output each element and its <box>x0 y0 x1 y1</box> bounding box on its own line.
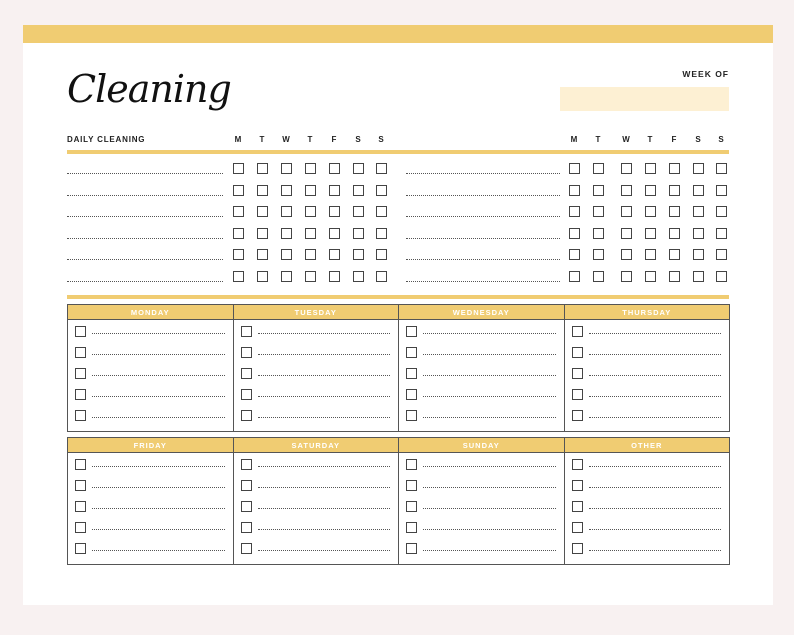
task-checkbox[interactable] <box>406 501 417 512</box>
daily-checkbox[interactable] <box>693 185 704 196</box>
task-row <box>234 453 399 474</box>
day-column-thursday <box>565 305 730 431</box>
task-line[interactable] <box>92 487 225 488</box>
day-column-sunday <box>399 438 565 564</box>
daily-checkbox[interactable] <box>281 271 292 282</box>
daily-checkbox[interactable] <box>569 228 580 239</box>
daily-checkbox[interactable] <box>645 206 656 217</box>
task-line[interactable] <box>423 417 556 418</box>
day-header-right-6: S <box>718 135 724 144</box>
task-checkbox[interactable] <box>75 459 86 470</box>
top-accent-bar <box>23 25 773 43</box>
daily-task-line[interactable] <box>67 216 223 217</box>
daily-checkbox[interactable] <box>305 185 316 196</box>
task-checkbox[interactable] <box>406 368 417 379</box>
daily-checkbox[interactable] <box>305 271 316 282</box>
task-checkbox[interactable] <box>75 480 86 491</box>
task-line[interactable] <box>92 333 225 334</box>
daily-checkbox[interactable] <box>329 271 340 282</box>
task-checkbox[interactable] <box>572 347 583 358</box>
day-header-right-5: S <box>695 135 701 144</box>
task-line[interactable] <box>423 508 556 509</box>
daily-checkbox[interactable] <box>257 206 268 217</box>
daily-checkbox[interactable] <box>329 206 340 217</box>
task-checkbox[interactable] <box>572 410 583 421</box>
task-checkbox[interactable] <box>241 459 252 470</box>
task-checkbox[interactable] <box>572 326 583 337</box>
daily-task-line[interactable] <box>406 238 560 239</box>
task-line[interactable] <box>258 550 391 551</box>
daily-checkbox[interactable] <box>353 163 364 174</box>
day-column-header: TUESDAY <box>234 305 399 320</box>
day-column-header: FRIDAY <box>68 438 233 453</box>
task-row <box>68 474 233 495</box>
task-checkbox[interactable] <box>406 389 417 400</box>
daily-checkbox[interactable] <box>569 249 580 260</box>
daily-checkbox[interactable] <box>257 163 268 174</box>
daily-checkbox[interactable] <box>353 249 364 260</box>
planner-page <box>23 25 773 605</box>
daily-checkbox[interactable] <box>376 249 387 260</box>
daily-checkbox[interactable] <box>621 271 632 282</box>
task-line[interactable] <box>589 529 722 530</box>
daily-checkbox[interactable] <box>693 249 704 260</box>
daily-checkbox[interactable] <box>376 163 387 174</box>
daily-checkbox[interactable] <box>621 249 632 260</box>
task-row <box>399 453 564 474</box>
task-checkbox[interactable] <box>406 480 417 491</box>
task-line[interactable] <box>589 354 722 355</box>
day-column-wednesday <box>399 305 565 431</box>
daily-checkbox[interactable] <box>645 249 656 260</box>
task-checkbox[interactable] <box>572 522 583 533</box>
day-column-header: MONDAY <box>68 305 233 320</box>
day-header-right-4: F <box>671 135 677 144</box>
page-title: Cleaning <box>67 67 231 111</box>
daily-checkbox[interactable] <box>569 163 580 174</box>
task-row <box>234 404 399 425</box>
task-line[interactable] <box>258 529 391 530</box>
daily-checkbox[interactable] <box>621 206 632 217</box>
day-column-header: SUNDAY <box>399 438 564 453</box>
day-column-header: WEDNESDAY <box>399 305 564 320</box>
task-checkbox[interactable] <box>241 522 252 533</box>
daily-checkbox[interactable] <box>353 185 364 196</box>
task-line[interactable] <box>423 333 556 334</box>
task-row <box>565 362 730 383</box>
task-checkbox[interactable] <box>406 459 417 470</box>
task-checkbox[interactable] <box>75 326 86 337</box>
daily-task-line[interactable] <box>67 238 223 239</box>
daily-checkbox[interactable] <box>593 163 604 174</box>
task-checkbox[interactable] <box>241 368 252 379</box>
day-header-left-0: M <box>234 135 242 144</box>
task-checkbox[interactable] <box>75 522 86 533</box>
daily-checkbox[interactable] <box>693 206 704 217</box>
daily-checkbox[interactable] <box>233 206 244 217</box>
daily-checkbox[interactable] <box>593 206 604 217</box>
task-row <box>565 383 730 404</box>
daily-task-line[interactable] <box>67 195 223 196</box>
daily-checkbox[interactable] <box>329 249 340 260</box>
daily-checkbox[interactable] <box>281 163 292 174</box>
daily-checkbox[interactable] <box>305 206 316 217</box>
task-line[interactable] <box>92 550 225 551</box>
day-header-left-6: S <box>378 135 384 144</box>
daily-checkbox[interactable] <box>669 185 680 196</box>
task-line[interactable] <box>258 354 391 355</box>
daily-checkbox[interactable] <box>669 271 680 282</box>
daily-checkbox[interactable] <box>329 163 340 174</box>
daily-checkbox[interactable] <box>569 185 580 196</box>
task-row <box>68 537 233 558</box>
daily-task-line[interactable] <box>406 216 560 217</box>
task-line[interactable] <box>258 487 391 488</box>
daily-task-line[interactable] <box>406 281 560 282</box>
task-checkbox[interactable] <box>75 410 86 421</box>
task-line[interactable] <box>92 354 225 355</box>
daily-checkbox[interactable] <box>693 228 704 239</box>
task-checkbox[interactable] <box>572 368 583 379</box>
daily-task-line[interactable] <box>406 259 560 260</box>
daily-checkbox[interactable] <box>716 271 727 282</box>
task-line[interactable] <box>423 354 556 355</box>
daily-checkbox[interactable] <box>305 163 316 174</box>
daily-checkbox[interactable] <box>233 185 244 196</box>
daily-checkbox[interactable] <box>716 163 727 174</box>
task-row <box>399 383 564 404</box>
daily-checkbox[interactable] <box>621 228 632 239</box>
daily-checkbox[interactable] <box>669 228 680 239</box>
task-row <box>234 383 399 404</box>
daily-checkbox[interactable] <box>233 228 244 239</box>
task-line[interactable] <box>92 417 225 418</box>
daily-checkbox[interactable] <box>645 271 656 282</box>
daily-checkbox[interactable] <box>281 206 292 217</box>
day-column-other <box>565 438 730 564</box>
daily-checkbox[interactable] <box>669 249 680 260</box>
task-row <box>565 474 730 495</box>
task-checkbox[interactable] <box>572 480 583 491</box>
daily-checkbox[interactable] <box>329 228 340 239</box>
task-checkbox[interactable] <box>241 410 252 421</box>
daily-checkbox[interactable] <box>693 163 704 174</box>
task-checkbox[interactable] <box>241 480 252 491</box>
task-checkbox[interactable] <box>75 368 86 379</box>
task-line[interactable] <box>423 487 556 488</box>
task-checkbox[interactable] <box>241 347 252 358</box>
daily-checkbox[interactable] <box>257 185 268 196</box>
task-row <box>68 320 233 341</box>
task-checkbox[interactable] <box>241 543 252 554</box>
task-checkbox[interactable] <box>406 347 417 358</box>
task-line[interactable] <box>589 550 722 551</box>
task-row <box>234 320 399 341</box>
daily-checkbox[interactable] <box>621 163 632 174</box>
task-row <box>565 516 730 537</box>
daily-checkbox[interactable] <box>569 271 580 282</box>
daily-top-rule <box>67 150 729 154</box>
day-column-monday <box>68 305 234 431</box>
task-line[interactable] <box>92 529 225 530</box>
task-row <box>565 404 730 425</box>
daily-checkbox[interactable] <box>233 163 244 174</box>
daily-checkbox[interactable] <box>281 249 292 260</box>
daily-checkbox[interactable] <box>645 228 656 239</box>
task-line[interactable] <box>423 550 556 551</box>
daily-cleaning-label: DAILY CLEANING <box>67 135 146 144</box>
day-header-left-4: F <box>331 135 337 144</box>
daily-checkbox[interactable] <box>593 185 604 196</box>
daily-checkbox[interactable] <box>257 249 268 260</box>
task-checkbox[interactable] <box>406 326 417 337</box>
daily-checkbox[interactable] <box>376 271 387 282</box>
task-line[interactable] <box>423 466 556 467</box>
task-line[interactable] <box>589 466 722 467</box>
daily-checkbox[interactable] <box>257 228 268 239</box>
daily-checkbox[interactable] <box>233 249 244 260</box>
day-header-right-0: M <box>570 135 578 144</box>
daily-checkbox[interactable] <box>669 206 680 217</box>
task-row <box>565 341 730 362</box>
task-checkbox[interactable] <box>75 501 86 512</box>
daily-checkbox[interactable] <box>233 271 244 282</box>
task-checkbox[interactable] <box>241 501 252 512</box>
daily-task-line[interactable] <box>406 173 560 174</box>
day-header-left-2: W <box>282 135 290 144</box>
day-header-left-3: T <box>307 135 313 144</box>
day-column-friday <box>68 438 234 564</box>
day-header-left-1: T <box>259 135 265 144</box>
task-row <box>68 516 233 537</box>
task-row <box>68 404 233 425</box>
task-row <box>399 495 564 516</box>
task-row <box>68 341 233 362</box>
task-row <box>399 341 564 362</box>
day-header-left-5: S <box>355 135 361 144</box>
week-of-input[interactable] <box>560 87 729 111</box>
task-line[interactable] <box>258 375 391 376</box>
task-line[interactable] <box>258 508 391 509</box>
task-row <box>234 495 399 516</box>
week-of-label: WEEK OF <box>682 69 729 79</box>
task-row <box>234 516 399 537</box>
task-line[interactable] <box>258 396 391 397</box>
task-row <box>399 474 564 495</box>
task-checkbox[interactable] <box>406 410 417 421</box>
task-row <box>234 537 399 558</box>
task-line[interactable] <box>423 375 556 376</box>
daily-bottom-rule <box>67 295 729 299</box>
task-line[interactable] <box>589 375 722 376</box>
daily-checkbox[interactable] <box>593 271 604 282</box>
weekly-grid-bottom <box>67 437 730 565</box>
daily-checkbox[interactable] <box>669 163 680 174</box>
daily-checkbox[interactable] <box>281 185 292 196</box>
daily-checkbox[interactable] <box>353 206 364 217</box>
day-column-header: THURSDAY <box>565 305 730 320</box>
daily-checkbox[interactable] <box>621 185 632 196</box>
task-checkbox[interactable] <box>572 543 583 554</box>
task-line[interactable] <box>258 417 391 418</box>
task-row <box>234 362 399 383</box>
task-row <box>234 474 399 495</box>
daily-checkbox[interactable] <box>353 271 364 282</box>
task-line[interactable] <box>589 396 722 397</box>
task-line[interactable] <box>589 333 722 334</box>
daily-checkbox[interactable] <box>716 206 727 217</box>
daily-checkbox[interactable] <box>305 249 316 260</box>
task-row <box>565 453 730 474</box>
daily-checkbox[interactable] <box>645 163 656 174</box>
daily-checkbox[interactable] <box>593 228 604 239</box>
daily-checkbox[interactable] <box>257 271 268 282</box>
daily-checkbox[interactable] <box>569 206 580 217</box>
task-row <box>68 383 233 404</box>
task-row <box>68 453 233 474</box>
task-row <box>234 341 399 362</box>
daily-task-line[interactable] <box>67 281 223 282</box>
task-line[interactable] <box>92 508 225 509</box>
task-line[interactable] <box>258 466 391 467</box>
day-column-header: OTHER <box>565 438 730 453</box>
day-column-tuesday <box>234 305 400 431</box>
task-row <box>399 362 564 383</box>
task-checkbox[interactable] <box>572 501 583 512</box>
daily-checkbox[interactable] <box>376 228 387 239</box>
task-line[interactable] <box>92 396 225 397</box>
task-checkbox[interactable] <box>241 389 252 400</box>
daily-task-line[interactable] <box>406 195 560 196</box>
task-line[interactable] <box>258 333 391 334</box>
daily-checkbox[interactable] <box>305 228 316 239</box>
task-row <box>565 320 730 341</box>
daily-task-line[interactable] <box>67 259 223 260</box>
daily-checkbox[interactable] <box>716 185 727 196</box>
task-row <box>68 362 233 383</box>
daily-checkbox[interactable] <box>376 206 387 217</box>
task-row <box>399 404 564 425</box>
task-row <box>565 537 730 558</box>
task-checkbox[interactable] <box>241 326 252 337</box>
daily-checkbox[interactable] <box>716 228 727 239</box>
task-line[interactable] <box>589 487 722 488</box>
task-line[interactable] <box>92 466 225 467</box>
day-header-right-1: T <box>595 135 601 144</box>
daily-checkbox[interactable] <box>593 249 604 260</box>
daily-checkbox[interactable] <box>329 185 340 196</box>
task-row <box>399 516 564 537</box>
day-header-right-3: T <box>647 135 653 144</box>
task-line[interactable] <box>589 508 722 509</box>
day-column-saturday <box>234 438 400 564</box>
daily-task-line[interactable] <box>67 173 223 174</box>
daily-checkbox[interactable] <box>645 185 656 196</box>
task-line[interactable] <box>92 375 225 376</box>
task-checkbox[interactable] <box>406 543 417 554</box>
daily-checkbox[interactable] <box>716 249 727 260</box>
day-column-header: SATURDAY <box>234 438 399 453</box>
task-row <box>399 537 564 558</box>
task-line[interactable] <box>423 529 556 530</box>
task-row <box>399 320 564 341</box>
daily-checkbox[interactable] <box>353 228 364 239</box>
day-header-right-2: W <box>622 135 630 144</box>
weekly-grid-top <box>67 304 730 432</box>
task-checkbox[interactable] <box>572 459 583 470</box>
daily-checkbox[interactable] <box>376 185 387 196</box>
task-checkbox[interactable] <box>75 347 86 358</box>
task-checkbox[interactable] <box>75 389 86 400</box>
task-line[interactable] <box>589 417 722 418</box>
task-checkbox[interactable] <box>572 389 583 400</box>
task-line[interactable] <box>423 396 556 397</box>
task-row <box>68 495 233 516</box>
daily-checkbox[interactable] <box>281 228 292 239</box>
daily-checkbox[interactable] <box>693 271 704 282</box>
task-checkbox[interactable] <box>75 543 86 554</box>
task-row <box>565 495 730 516</box>
task-checkbox[interactable] <box>406 522 417 533</box>
